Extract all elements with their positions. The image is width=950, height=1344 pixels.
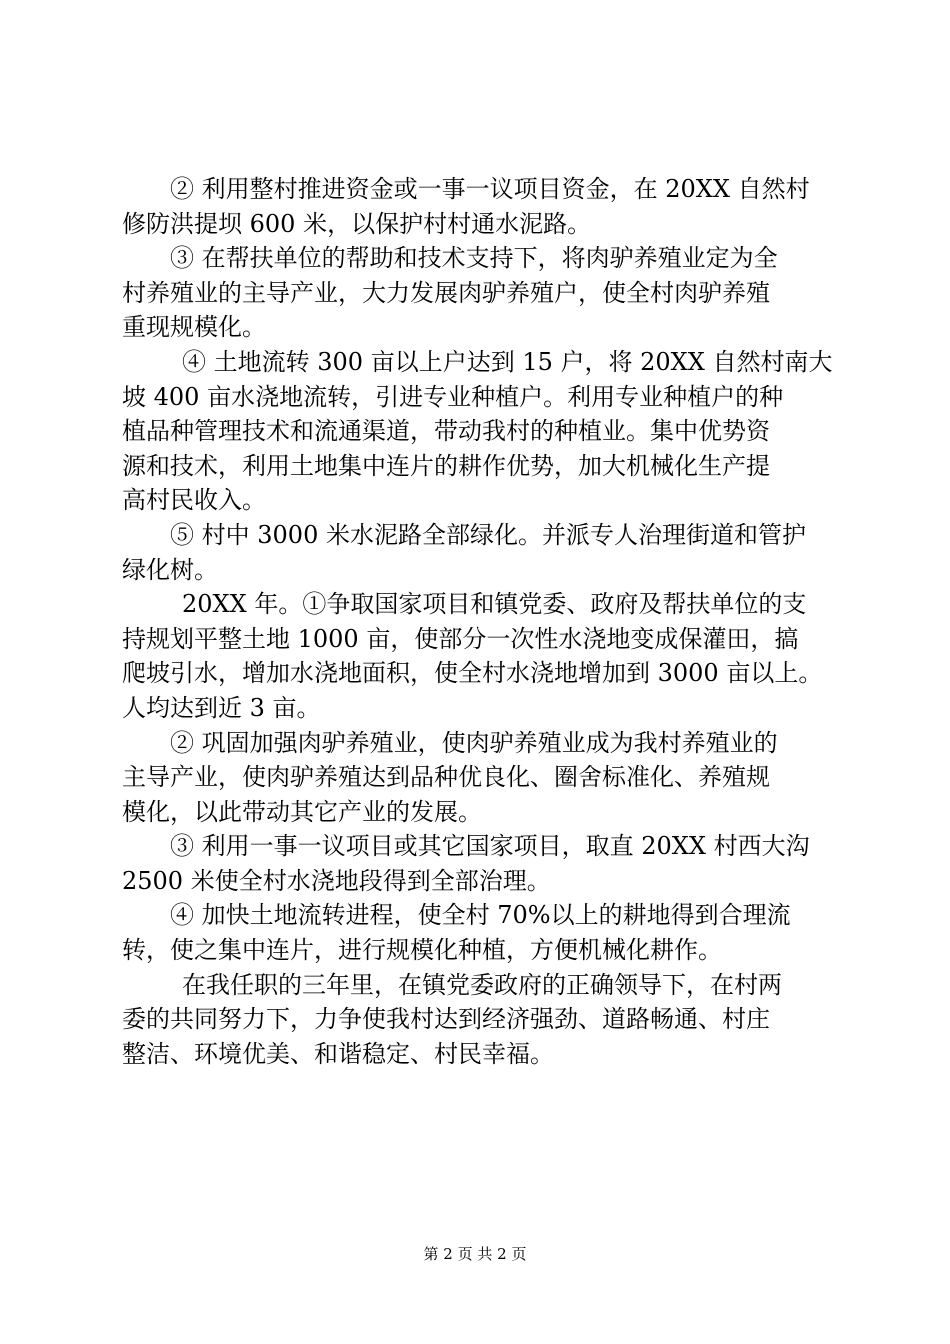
text-line: 村养殖业的主导产业，大力发展肉驴养殖户，使全村肉驴养殖 — [122, 278, 770, 307]
text-line: 委的共同努力下，力争使我村达到经济强劲、道路畅通、村庄 — [122, 1005, 770, 1034]
text-line: 20XX 年。①争取国家项目和镇党委、政府及帮扶单位的支 — [182, 590, 807, 619]
text-line: 持规划平整土地 1000 亩，使部分一次性水浇地变成保灌田，搞 — [122, 624, 799, 653]
text-line: 人均达到近 3 亩。 — [122, 693, 321, 722]
text-line: 绿化树。 — [122, 555, 218, 584]
text-line: 在我任职的三年里，在镇党委政府的正确领导下，在村两 — [182, 970, 782, 999]
text-line: ③ 利用一事一议项目或其它国家项目，取直 20XX 村西大沟 — [170, 832, 810, 861]
text-line: ② 利用整村推进资金或一事一议项目资金，在 20XX 自然村 — [170, 175, 810, 203]
text-line: 转，使之集中连片，进行规模化种植，方便机械化耕作。 — [122, 936, 722, 965]
text-line: ③ 在帮扶单位的帮助和技术支持下，将肉驴养殖业定为全 — [170, 244, 778, 273]
text-line: 修防洪提坝 600 米，以保护村村通水泥路。 — [122, 209, 592, 238]
text-line: 主导产业，使肉驴养殖达到品种优良化、圈舍标准化、养殖规 — [122, 763, 770, 792]
page-footer: 第 2 页 共 2 页 — [423, 1245, 527, 1263]
text-line: 植品种管理技术和流通渠道，带动我村的种植业。集中优势资 — [122, 417, 770, 446]
text-line: 爬坡引水，增加水浇地面积，使全村水浇地增加到 3000 亩以上。 — [122, 659, 823, 688]
text-line: 2500 米使全村水浇地段得到全部治理。 — [122, 866, 551, 895]
text-line: 源和技术，利用土地集中连片的耕作优势，加大机械化生产提 — [122, 451, 770, 480]
text-line: ④ 土地流转 300 亩以上户达到 15 户，将 20XX 自然村南大 — [182, 347, 833, 376]
text-line: 高村民收入。 — [122, 486, 266, 515]
text-line: 重现规模化。 — [122, 313, 266, 342]
text-line: 整洁、环境优美、和谐稳定、村民幸福。 — [122, 1039, 554, 1068]
text-line: ② 巩固加强肉驴养殖业，使肉驴养殖业成为我村养殖业的 — [170, 728, 778, 757]
text-line: ④ 加快土地流转进程，使全村 70%以上的耕地得到合理流 — [170, 901, 791, 930]
document-body — [122, 172, 842, 1071]
text-line: 模化，以此带动其它产业的发展。 — [122, 797, 482, 826]
text-line: ⑤ 村中 3000 米水泥路全部绿化。并派专人治理街道和管护 — [170, 520, 806, 549]
text-line: 坡 400 亩水浇地流转，引进专业种植户。利用专业种植户的种 — [122, 382, 784, 411]
